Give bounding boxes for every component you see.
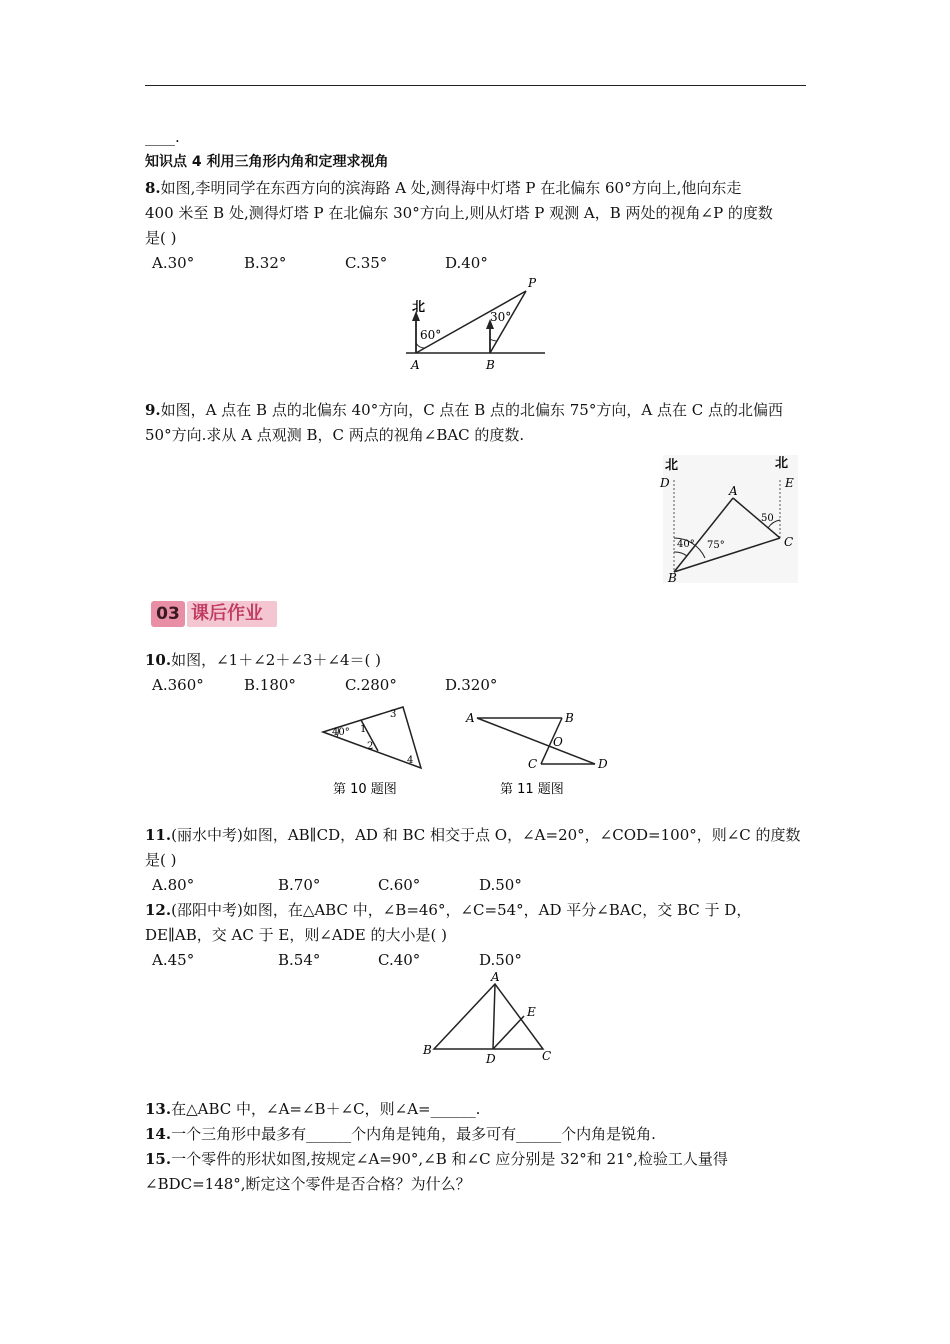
q10-label-2: 2 bbox=[367, 741, 374, 752]
q15-number: 15. bbox=[145, 1150, 172, 1168]
q8-label-b: B bbox=[486, 358, 495, 372]
q11-label-c: C bbox=[528, 757, 538, 771]
q9-label-c: C bbox=[784, 535, 794, 549]
q8-option-d: D.40° bbox=[445, 254, 488, 272]
answer-fragment: ____. bbox=[145, 128, 180, 146]
q9-label-b: B bbox=[668, 571, 677, 585]
q11-figure bbox=[462, 702, 612, 802]
q11-option-b: B.70° bbox=[278, 876, 321, 894]
q10-label-3: 3 bbox=[390, 709, 397, 720]
homework-banner bbox=[147, 597, 281, 633]
q12-line2: DE∥AB，交 AC 于 E，则∠ADE 的大小是( ) bbox=[145, 926, 447, 944]
q11-option-c: C.60° bbox=[378, 876, 421, 894]
q12-label-c: C bbox=[542, 1049, 552, 1063]
q10-caption: 第 10 题图 bbox=[333, 782, 397, 797]
q8-option-c: C.35° bbox=[345, 254, 388, 272]
q8-line3: 是( ) bbox=[145, 229, 177, 247]
q12-option-b: B.54° bbox=[278, 951, 321, 969]
q10-label-1: 1 bbox=[360, 724, 367, 735]
q8-option-a: A.30° bbox=[152, 254, 195, 272]
q9-label-d: D bbox=[660, 476, 670, 490]
q9-figure bbox=[655, 450, 800, 585]
q11-label-d: D bbox=[598, 757, 608, 771]
q15-line2: ∠BDC=148°,断定这个零件是否合格？为什么？ bbox=[145, 1175, 471, 1193]
q14-number: 14. bbox=[145, 1125, 172, 1143]
q8-angle-30: 30° bbox=[490, 310, 512, 324]
q9-label-e: E bbox=[785, 476, 794, 490]
q11-caption: 第 11 题图 bbox=[500, 782, 564, 797]
q8-number: 8. bbox=[145, 179, 161, 197]
q13-line: 13.在△ABC 中，∠A=∠B＋∠C，则∠A=______. bbox=[145, 1100, 481, 1118]
q11-number: 11. bbox=[145, 826, 172, 844]
q8-angle-60: 60° bbox=[420, 328, 442, 342]
q12-line-de bbox=[493, 1016, 524, 1049]
banner-title: 课后作业 bbox=[187, 601, 277, 627]
q10-line1: 10.如图，∠1＋∠2＋∠3＋∠4＝( ) bbox=[145, 651, 382, 669]
q12-label-b: B bbox=[423, 1043, 432, 1057]
q8-angle-arc-a bbox=[416, 343, 425, 348]
q11-option-d: D.50° bbox=[479, 876, 522, 894]
banner-number: 03 bbox=[151, 601, 185, 627]
header-rule bbox=[145, 85, 806, 86]
q9-north-label-1: 北 bbox=[665, 458, 679, 473]
q14-line: 14.一个三角形中最多有______个内角是钝角，最多可有______个内角是锐角. bbox=[145, 1125, 656, 1143]
q8-north-label: 北 bbox=[412, 300, 426, 315]
q9-label-a: A bbox=[729, 484, 738, 498]
q12-label-d: D bbox=[486, 1052, 496, 1066]
q8-angle-arc-b bbox=[490, 339, 497, 341]
q9-angle-40: 40° bbox=[677, 539, 695, 550]
q10-option-a: A.360° bbox=[152, 676, 204, 694]
q12-label-e: E bbox=[527, 1005, 536, 1019]
q11-label-o: O bbox=[553, 735, 563, 749]
q8-label-p: P bbox=[528, 276, 537, 290]
q10-figure bbox=[318, 702, 428, 802]
q10-number: 10. bbox=[145, 651, 172, 669]
q10-option-b: B.180° bbox=[244, 676, 296, 694]
q11-label-b: B bbox=[565, 711, 574, 725]
q8-option-b: B.32° bbox=[244, 254, 287, 272]
q9-figure-background bbox=[663, 455, 798, 583]
q12-option-a: A.45° bbox=[152, 951, 195, 969]
q15-line1: 15.一个零件的形状如图,按规定∠A=90°,∠B 和∠C 应分别是 32°和 21°,检验工人量得 bbox=[145, 1150, 728, 1168]
q9-line1: 9.如图，A 点在 B 点的北偏东 40°方向，C 点在 B 点的北偏东 75°方向，A 点在 C 点的北偏西 bbox=[145, 401, 783, 419]
q12-number: 12. bbox=[145, 901, 172, 919]
q8-line1: 8.如图,李明同学在东西方向的滨海路 A 处,测得海中灯塔 P 在北偏东 60°方向上,他向东走 bbox=[145, 179, 742, 197]
q12-option-d: D.50° bbox=[479, 951, 522, 969]
q12-option-c: C.40° bbox=[378, 951, 421, 969]
q9-angle-75: 75° bbox=[707, 540, 725, 551]
q11-label-a: A bbox=[466, 711, 475, 725]
q10-angle-40: 40° bbox=[332, 727, 350, 738]
q12-line1: 12.(邵阳中考)如图，在△ABC 中，∠B=46°，∠C=54°，AD 平分∠BAC，交 BC 于 D， bbox=[145, 901, 752, 919]
q12-line-ad bbox=[493, 984, 495, 1049]
q10-label-4: 4 bbox=[407, 755, 414, 766]
q9-north-label-2: 北 bbox=[775, 456, 789, 471]
q9-number: 9. bbox=[145, 401, 161, 419]
q10-option-c: C.280° bbox=[345, 676, 397, 694]
q11-line1: 11.(丽水中考)如图，AB∥CD，AD 和 BC 相交于点 O，∠A=20°，∠COD=100°，则∠C 的度数 bbox=[145, 826, 801, 844]
q9-line2: 50°方向.求从 A 点观测 B，C 两点的视角∠BAC 的度数. bbox=[145, 426, 525, 444]
q8-label-a: A bbox=[411, 358, 420, 372]
q10-option-d: D.320° bbox=[445, 676, 498, 694]
section-heading: 知识点 4 利用三角形内角和定理求视角 bbox=[145, 154, 389, 170]
q8-line2: 400 米至 B 处,测得灯塔 P 在北偏东 30°方向上,则从灯塔 P 观测 A，B 两处的视角∠P 的度数 bbox=[145, 204, 773, 222]
q12-label-a: A bbox=[491, 970, 500, 984]
q12-figure bbox=[418, 970, 563, 1070]
q13-number: 13. bbox=[145, 1100, 172, 1118]
q9-angle-50: 50 bbox=[761, 513, 774, 524]
q11-line2: 是( ) bbox=[145, 851, 177, 869]
q8-figure bbox=[400, 275, 550, 375]
q11-option-a: A.80° bbox=[152, 876, 195, 894]
